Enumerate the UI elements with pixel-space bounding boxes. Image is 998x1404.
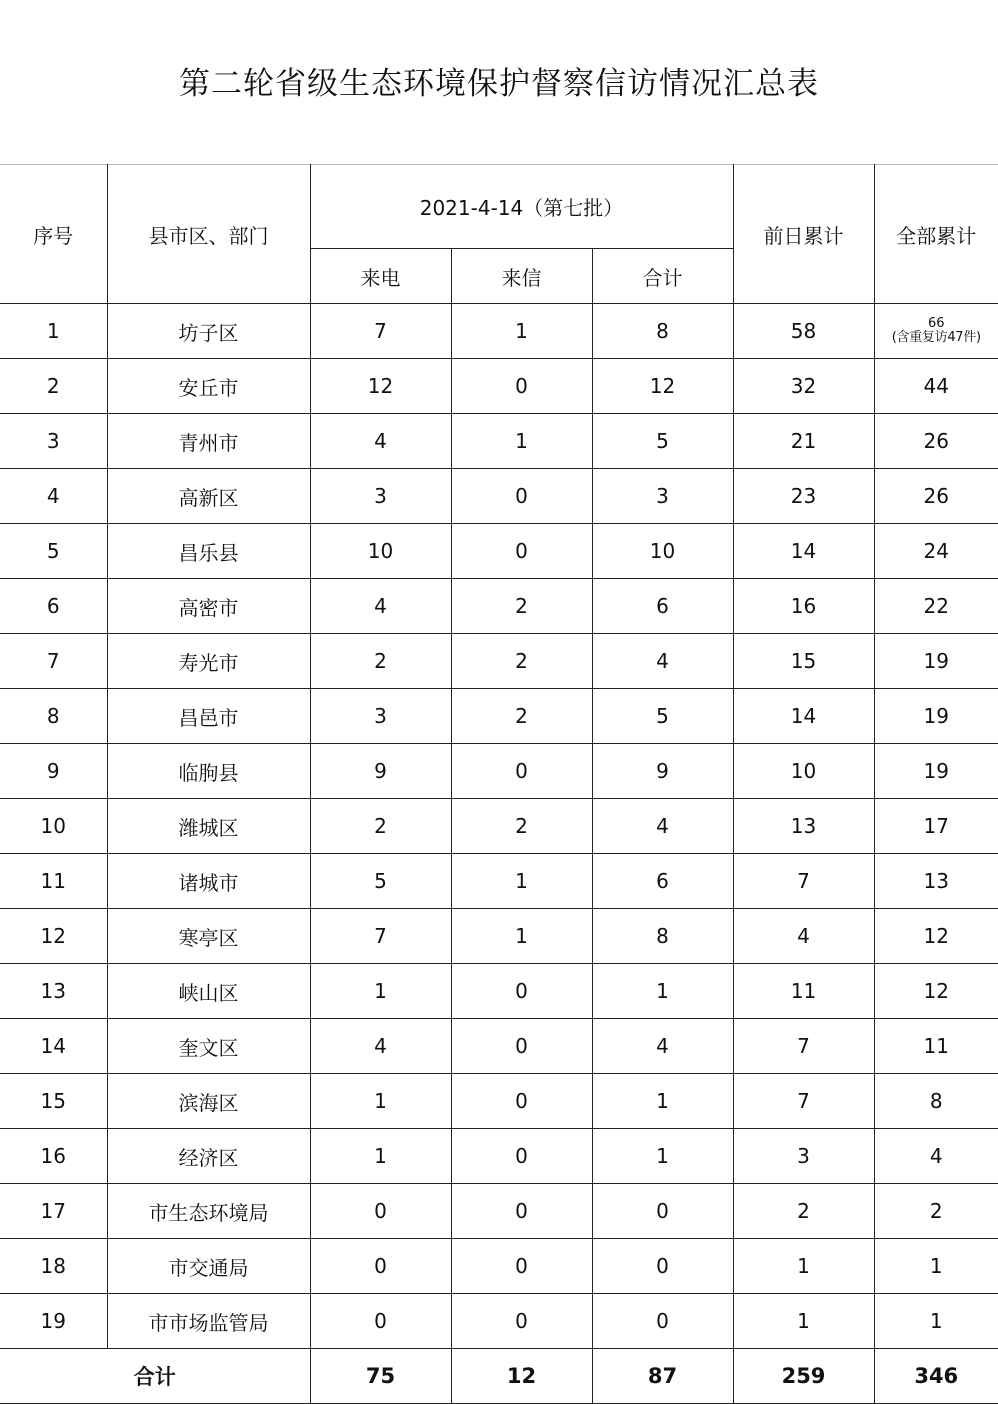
cell-call: 12 xyxy=(310,359,451,414)
cell-seq: 18 xyxy=(0,1239,107,1294)
table-row xyxy=(0,799,998,854)
cell-subtotal: 8 xyxy=(592,909,733,964)
cell-letter: 1 xyxy=(451,414,592,469)
table-row xyxy=(0,634,998,689)
cell-region: 峡山区 xyxy=(107,964,310,1019)
table-row xyxy=(0,414,998,469)
cell-prev-cumulative: 58 xyxy=(733,304,874,359)
cell-subtotal: 0 xyxy=(592,1239,733,1294)
cell-region: 坊子区 xyxy=(107,304,310,359)
cell-call: 9 xyxy=(310,744,451,799)
cell-letter: 1 xyxy=(451,304,592,359)
cell-subtotal: 5 xyxy=(592,689,733,744)
cell-all-cumulative: 12 xyxy=(874,964,998,1019)
cell-subtotal: 6 xyxy=(592,854,733,909)
cell-prev-cumulative: 11 xyxy=(733,964,874,1019)
cell-letter: 2 xyxy=(451,634,592,689)
cell-all-cumulative: 22 xyxy=(874,579,998,634)
cell-prev-cumulative: 15 xyxy=(733,634,874,689)
cell-letter: 0 xyxy=(451,1294,592,1349)
cell-letter: 2 xyxy=(451,799,592,854)
cell-seq: 4 xyxy=(0,469,107,524)
cell-all-cumulative: 4 xyxy=(874,1129,998,1184)
cell-letter: 1 xyxy=(451,854,592,909)
cell-region: 市市场监管局 xyxy=(107,1294,310,1349)
header-row-top xyxy=(0,165,998,249)
cell-all-cumulative: 1 xyxy=(874,1294,998,1349)
cell-seq: 8 xyxy=(0,689,107,744)
cell-prev-cumulative: 4 xyxy=(733,909,874,964)
cell-seq: 12 xyxy=(0,909,107,964)
cell-letter: 0 xyxy=(451,1239,592,1294)
table-row xyxy=(0,1184,998,1239)
cell-subtotal: 8 xyxy=(592,304,733,359)
cell-all-cumulative: 26 xyxy=(874,414,998,469)
cell-region: 市交通局 xyxy=(107,1239,310,1294)
cell-region: 昌乐县 xyxy=(107,524,310,579)
cell-region: 高新区 xyxy=(107,469,310,524)
petition-summary-table xyxy=(0,164,998,1404)
cell-subtotal: 1 xyxy=(592,1129,733,1184)
header-subtotal: 合计 xyxy=(592,249,733,304)
cell-call: 2 xyxy=(310,634,451,689)
cell-letter: 0 xyxy=(451,1184,592,1239)
cell-letter: 2 xyxy=(451,579,592,634)
table-row xyxy=(0,909,998,964)
table-row xyxy=(0,1239,998,1294)
cell-region: 临朐县 xyxy=(107,744,310,799)
cell-prev-cumulative: 32 xyxy=(733,359,874,414)
total-prev-cumulative: 259 xyxy=(733,1349,874,1404)
cell-seq: 9 xyxy=(0,744,107,799)
table-row xyxy=(0,689,998,744)
header-date-group: 2021-4-14（第七批） xyxy=(310,165,733,249)
cell-seq: 16 xyxy=(0,1129,107,1184)
cell-all-cumulative: 11 xyxy=(874,1019,998,1074)
total-row xyxy=(0,1349,998,1404)
cell-seq: 19 xyxy=(0,1294,107,1349)
cell-seq: 17 xyxy=(0,1184,107,1239)
cell-region: 奎文区 xyxy=(107,1019,310,1074)
cell-subtotal: 10 xyxy=(592,524,733,579)
cell-prev-cumulative: 7 xyxy=(733,1074,874,1129)
cell-prev-cumulative: 23 xyxy=(733,469,874,524)
table-row xyxy=(0,744,998,799)
cell-call: 7 xyxy=(310,304,451,359)
cell-region: 青州市 xyxy=(107,414,310,469)
cell-subtotal: 4 xyxy=(592,799,733,854)
cell-letter: 0 xyxy=(451,524,592,579)
cell-prev-cumulative: 13 xyxy=(733,799,874,854)
cell-call: 0 xyxy=(310,1184,451,1239)
cell-call: 4 xyxy=(310,579,451,634)
cell-letter: 0 xyxy=(451,469,592,524)
table-row xyxy=(0,359,998,414)
table-row xyxy=(0,304,998,359)
cell-call: 0 xyxy=(310,1294,451,1349)
cell-call: 5 xyxy=(310,854,451,909)
header-all-cumulative: 全部累计 xyxy=(874,165,998,304)
cell-seq: 7 xyxy=(0,634,107,689)
cell-seq: 15 xyxy=(0,1074,107,1129)
header-prev-cumulative: 前日累计 xyxy=(733,165,874,304)
cell-letter: 0 xyxy=(451,744,592,799)
cell-subtotal: 1 xyxy=(592,964,733,1019)
cell-seq: 11 xyxy=(0,854,107,909)
cell-call: 10 xyxy=(310,524,451,579)
cell-region: 经济区 xyxy=(107,1129,310,1184)
cell-all-cumulative: 17 xyxy=(874,799,998,854)
cell-prev-cumulative: 1 xyxy=(733,1239,874,1294)
cell-letter: 2 xyxy=(451,689,592,744)
cell-seq: 5 xyxy=(0,524,107,579)
cell-letter: 0 xyxy=(451,1129,592,1184)
cell-call: 2 xyxy=(310,799,451,854)
table-row xyxy=(0,1294,998,1349)
cell-all-cumulative: 19 xyxy=(874,744,998,799)
table-row xyxy=(0,854,998,909)
cell-prev-cumulative: 21 xyxy=(733,414,874,469)
cell-seq: 1 xyxy=(0,304,107,359)
cell-subtotal: 0 xyxy=(592,1184,733,1239)
cell-seq: 14 xyxy=(0,1019,107,1074)
cell-all-cumulative: 13 xyxy=(874,854,998,909)
cell-all-cumulative: 2 xyxy=(874,1184,998,1239)
cell-subtotal: 12 xyxy=(592,359,733,414)
cell-seq: 10 xyxy=(0,799,107,854)
cell-call: 1 xyxy=(310,1074,451,1129)
header-call: 来电 xyxy=(310,249,451,304)
cell-seq: 3 xyxy=(0,414,107,469)
cell-prev-cumulative: 1 xyxy=(733,1294,874,1349)
cell-call: 4 xyxy=(310,414,451,469)
cell-call: 3 xyxy=(310,469,451,524)
cell-all-cumulative: 19 xyxy=(874,689,998,744)
cell-call: 7 xyxy=(310,909,451,964)
cell-call: 3 xyxy=(310,689,451,744)
cell-region: 安丘市 xyxy=(107,359,310,414)
cell-region: 寿光市 xyxy=(107,634,310,689)
cell-subtotal: 6 xyxy=(592,579,733,634)
cell-subtotal: 1 xyxy=(592,1074,733,1129)
cell-letter: 0 xyxy=(451,1074,592,1129)
cell-call: 1 xyxy=(310,1129,451,1184)
total-label: 合计 xyxy=(0,1349,310,1404)
table-row xyxy=(0,964,998,1019)
cell-all-cumulative xyxy=(874,304,998,359)
cell-region: 昌邑市 xyxy=(107,689,310,744)
cell-letter: 1 xyxy=(451,909,592,964)
total-call: 75 xyxy=(310,1349,451,1404)
cell-region: 诸城市 xyxy=(107,854,310,909)
cell-prev-cumulative: 2 xyxy=(733,1184,874,1239)
cell-region: 寒亭区 xyxy=(107,909,310,964)
cell-all-cumulative: 19 xyxy=(874,634,998,689)
cell-all-cumulative-note: (含重复访47件) xyxy=(875,331,998,345)
cell-call: 1 xyxy=(310,964,451,1019)
cell-all-cumulative: 8 xyxy=(874,1074,998,1129)
header-region: 县市区、部门 xyxy=(107,165,310,304)
cell-seq: 2 xyxy=(0,359,107,414)
cell-prev-cumulative: 10 xyxy=(733,744,874,799)
table-row xyxy=(0,579,998,634)
table-row xyxy=(0,469,998,524)
cell-seq: 6 xyxy=(0,579,107,634)
cell-region: 市生态环境局 xyxy=(107,1184,310,1239)
cell-all-cumulative: 1 xyxy=(874,1239,998,1294)
cell-call: 0 xyxy=(310,1239,451,1294)
table-row xyxy=(0,1074,998,1129)
cell-prev-cumulative: 3 xyxy=(733,1129,874,1184)
cell-seq: 13 xyxy=(0,964,107,1019)
total-letter: 12 xyxy=(451,1349,592,1404)
cell-prev-cumulative: 14 xyxy=(733,689,874,744)
header-letter: 来信 xyxy=(451,249,592,304)
cell-region: 滨海区 xyxy=(107,1074,310,1129)
cell-letter: 0 xyxy=(451,964,592,1019)
cell-region: 潍城区 xyxy=(107,799,310,854)
cell-prev-cumulative: 14 xyxy=(733,524,874,579)
cell-subtotal: 4 xyxy=(592,1019,733,1074)
table-body xyxy=(0,304,998,1349)
cell-region: 高密市 xyxy=(107,579,310,634)
cell-letter: 0 xyxy=(451,359,592,414)
cell-call: 4 xyxy=(310,1019,451,1074)
cell-all-cumulative: 12 xyxy=(874,909,998,964)
table-row xyxy=(0,1019,998,1074)
header-seq: 序号 xyxy=(0,165,107,304)
cell-prev-cumulative: 7 xyxy=(733,854,874,909)
cell-all-cumulative: 26 xyxy=(874,469,998,524)
total-subtotal: 87 xyxy=(592,1349,733,1404)
cell-subtotal: 0 xyxy=(592,1294,733,1349)
page-title: 第二轮省级生态环境保护督察信访情况汇总表 xyxy=(0,58,998,103)
cell-all-cumulative: 44 xyxy=(874,359,998,414)
table-row xyxy=(0,524,998,579)
total-all-cumulative: 346 xyxy=(874,1349,998,1404)
cell-all-cumulative: 24 xyxy=(874,524,998,579)
cell-subtotal: 4 xyxy=(592,634,733,689)
cell-subtotal: 9 xyxy=(592,744,733,799)
cell-subtotal: 5 xyxy=(592,414,733,469)
cell-letter: 0 xyxy=(451,1019,592,1074)
table-row xyxy=(0,1129,998,1184)
cell-subtotal: 3 xyxy=(592,469,733,524)
cell-all-cumulative-value: 66 xyxy=(875,317,998,331)
cell-prev-cumulative: 7 xyxy=(733,1019,874,1074)
cell-prev-cumulative: 16 xyxy=(733,579,874,634)
